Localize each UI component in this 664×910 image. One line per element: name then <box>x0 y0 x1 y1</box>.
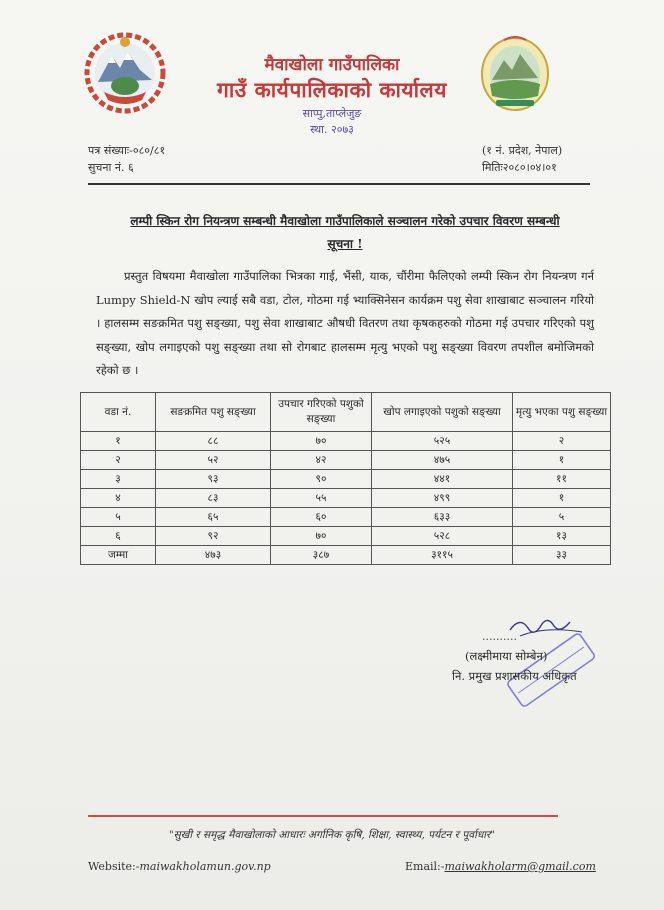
cell-vaccinated: ४९९ <box>372 489 513 508</box>
footer-motto: "सुखी र समृद्ध मैवाखोलाको आधारः अर्गानिक कृषि, शिक्षा, स्वास्थ्य, पर्यटन र पूर्वाधार" <box>168 829 496 841</box>
header-vaccinated: खोप लगाइएको पशुको सङ्ख्या <box>372 393 513 432</box>
header-ward: वडा नं. <box>81 393 156 432</box>
cell-treated: ९० <box>271 470 372 489</box>
header-deaths: मृत्यु भएका पशु सङ्ख्या <box>513 393 611 432</box>
footer-divider <box>88 815 558 817</box>
cell-infected: ६५ <box>156 508 271 527</box>
cell-total-treated: ३८७ <box>271 546 372 565</box>
cell-ward: ५ <box>81 508 156 527</box>
cell-deaths: १ <box>513 489 611 508</box>
website-label: Website:- <box>88 860 140 873</box>
signature-line: .......... <box>482 630 517 643</box>
cell-treated: ४२ <box>271 451 372 470</box>
website-link[interactable]: maiwakholamun.gov.np <box>139 860 271 873</box>
table-row <box>81 432 611 451</box>
cell-infected: ८८ <box>156 432 271 451</box>
cell-ward: ३ <box>81 470 156 489</box>
cell-deaths: १ <box>513 451 611 470</box>
cell-vaccinated: ६३३ <box>372 508 513 527</box>
issue-date: मितिः२०८०।०४।०१ <box>482 161 557 174</box>
cell-infected: ८३ <box>156 489 271 508</box>
notice-title <box>96 210 594 256</box>
signatory-title: नि. प्रमुख प्रशासकीय अधिकृत <box>452 669 577 683</box>
cell-vaccinated: ५२८ <box>372 527 513 546</box>
email-link[interactable]: maiwakholarm@gmail.com <box>444 860 596 873</box>
cell-deaths: ११ <box>513 470 611 489</box>
cell-ward: १ <box>81 432 156 451</box>
table-row <box>81 489 611 508</box>
signatory-name: (लक्ष्मीमाया सोम्बेन) <box>465 649 548 663</box>
cell-treated: ७० <box>271 527 372 546</box>
table-total-row <box>81 546 611 565</box>
table-row <box>81 527 611 546</box>
notice-title-line2: सूचना ! <box>327 237 363 251</box>
cell-total-vaccinated: ३११५ <box>372 546 513 565</box>
cell-infected: ९२ <box>156 527 271 546</box>
province-label: (१ नं. प्रदेश, नेपाल) <box>482 144 563 157</box>
notice-number: सुचना नं. ६ <box>88 161 134 174</box>
footer-email <box>405 860 596 873</box>
office-name: गाउँ कार्यपालिकाको कार्यालय <box>217 77 447 102</box>
table-row <box>81 451 611 470</box>
cell-ward: २ <box>81 451 156 470</box>
cell-deaths: ५ <box>513 508 611 527</box>
cell-vaccinated: ५२५ <box>372 432 513 451</box>
cell-treated: ६० <box>271 508 372 527</box>
cell-vaccinated: ४७५ <box>372 451 513 470</box>
cell-treated: ७० <box>271 432 372 451</box>
cell-ward: ४ <box>81 489 156 508</box>
header-divider <box>88 183 590 185</box>
cell-deaths: २ <box>513 432 611 451</box>
email-label: Email:- <box>405 860 445 873</box>
footer-website <box>88 860 271 873</box>
office-address: साप्पु,ताप्लेजुङ <box>302 107 362 120</box>
notice-body: प्रस्तुत विषयमा मैवाखोला गाउँपालिका भित्रका गाई, भैंसी, याक, चौंरीमा फैलिएको लम्पी स्किन रोग नियन्त्रण गर्न Lumpy Shield-N खोप ल्याई सबै वडा, टोल, गोठमा गई भ्याक्सिनेसन कार्यक्रम पशु सेवा शाखाबाट सञ्चालन गरियो । हालसम्म सङक्रमित पशु सङ्ख्या, पशु सेवा शाखाबाट औषधी वितरण तथा कृषकहरुको गोठमा गई उपचार गरिएको पशु सङ्ख्या, खोप लगाइएको पशु सङ्ख्या तथा सो रोगबाट हालसम्म मृत्यु भएको पशु सङ्ख्या विवरण तपशील बमोजिमको रहेको छ । <box>96 269 594 377</box>
cell-vaccinated: ४४१ <box>372 470 513 489</box>
cell-total-deaths: ३३ <box>513 546 611 565</box>
municipality-name: मैवाखोला गाउँपालिका <box>264 55 400 75</box>
cell-ward: ६ <box>81 527 156 546</box>
notice-title-line1: लम्पी स्किन रोग नियन्त्रण सम्बन्धी मैवाखोला गाउँपालिकाले सञ्चालन गरेको उपचार विवरण सम्बन्धी <box>130 214 560 228</box>
table-row <box>81 470 611 489</box>
established-year: स्था. २०७३ <box>310 123 354 136</box>
header-treated: उपचार गरिएको पशुको सङ्ख्या <box>271 393 372 432</box>
header-infected: सङक्रमित पशु सङ्ख्या <box>156 393 271 432</box>
livestock-table <box>80 392 611 565</box>
table-header-row <box>81 393 611 432</box>
cell-deaths: १३ <box>513 527 611 546</box>
letter-number: पत्र संख्याः-०८०/८१ <box>88 144 166 157</box>
cell-infected: ९३ <box>156 470 271 489</box>
cell-total-label: जम्मा <box>81 546 156 565</box>
table-row <box>81 508 611 527</box>
cell-treated: ५५ <box>271 489 372 508</box>
cell-infected: ५२ <box>156 451 271 470</box>
cell-total-infected: ४७३ <box>156 546 271 565</box>
